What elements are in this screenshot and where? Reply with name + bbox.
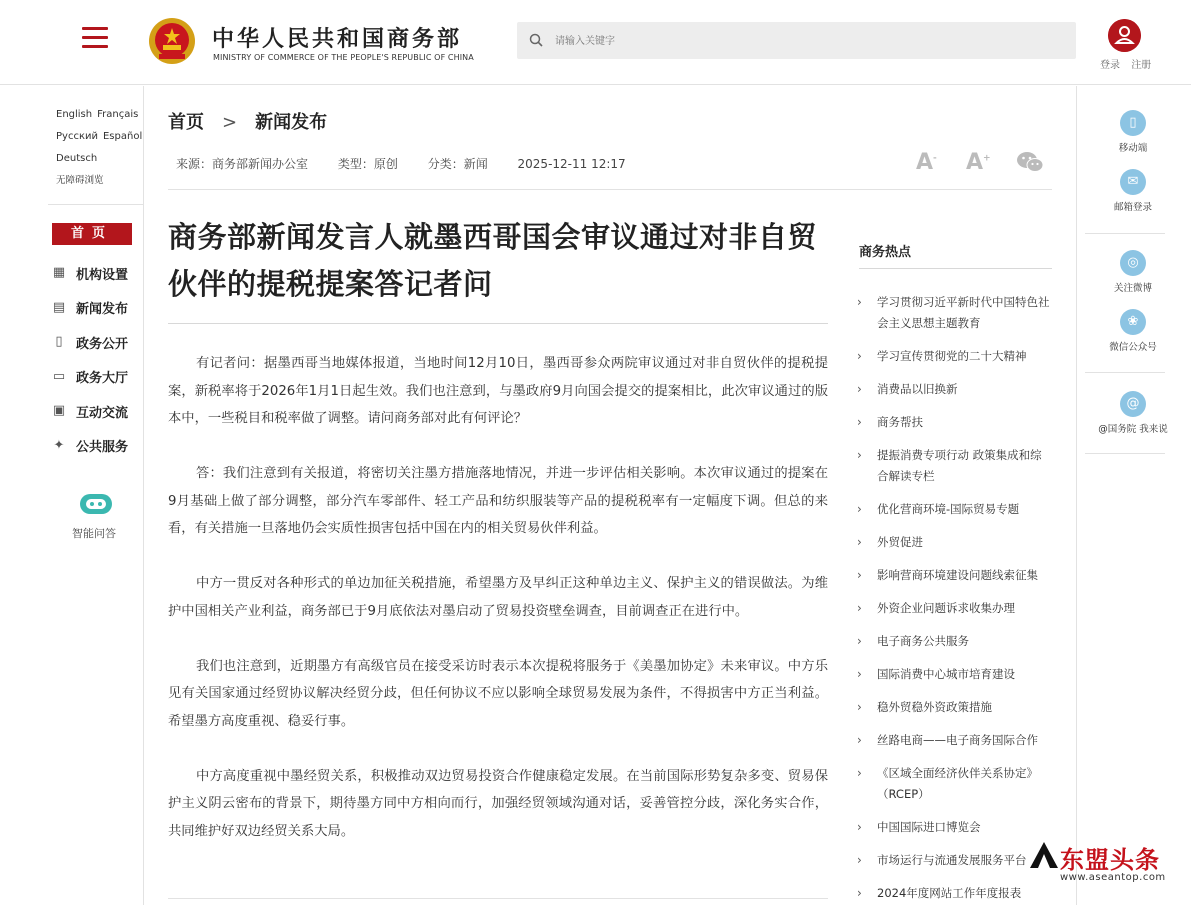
wechat-account-link[interactable]	[1083, 309, 1183, 353]
site-header	[0, 0, 1191, 85]
watermark-logo-icon	[1030, 842, 1058, 868]
hot-topic-link[interactable]	[857, 697, 1052, 718]
user-icon[interactable]	[1108, 19, 1141, 52]
sidebar-item-hall[interactable]	[52, 360, 144, 395]
hot-topic-link[interactable]	[857, 292, 1052, 334]
hot-topic-label: 电子商务公共服务	[877, 634, 969, 648]
chat-icon: ▣	[52, 403, 66, 419]
article-meta	[176, 155, 652, 172]
chevron-right-icon: ›	[857, 601, 862, 615]
hot-topic-label: 外资企业问题诉求收集办理	[877, 601, 1015, 615]
hot-topic-label: 商务帮扶	[877, 415, 923, 429]
meta-source: 来源：商务部新闻办公室	[176, 157, 309, 171]
chevron-right-icon: ›	[857, 382, 862, 396]
sidebar-item-services[interactable]	[52, 429, 144, 464]
hot-topic-label: 消费品以旧换新	[877, 382, 958, 396]
hot-topic-label: 学习贯彻习近平新时代中国特色社会主义思想主题教育	[877, 295, 1050, 330]
lang-spanish[interactable]: Español	[102, 131, 143, 142]
hot-topic-link[interactable]	[857, 445, 1052, 487]
right-tool-label: 邮箱登录	[1113, 202, 1152, 213]
sidebar-nav	[52, 256, 144, 463]
sidebar-item-label: 机构设置	[76, 267, 129, 283]
right-tool-label: @国务院 我来说	[1098, 424, 1168, 435]
hot-topic-label: 中国国际进口博览会	[877, 820, 981, 834]
article-paragraph: 有记者问：据墨西哥当地媒体报道，当地时间12月10日，墨西哥参众两院审议通过对非自贸伙伴的提税提案，新税率将于2026年1月1日起生效。我们也注意到，与墨政府9月向国会提交的提案相比，此次审议通过的版本中，一些税目和税率做了调整。请问商务部对此有何评论？	[168, 356, 828, 426]
news-icon: ▤	[52, 299, 66, 315]
right-tool-label: 移动端	[1118, 143, 1148, 154]
chevron-right-icon: ›	[857, 820, 862, 834]
chevron-right-icon: ›	[857, 886, 862, 900]
divider	[1085, 233, 1165, 234]
language-links	[56, 104, 141, 192]
assistant-label[interactable]: 智能问答	[72, 527, 116, 540]
divider	[168, 189, 1052, 190]
hot-topic-link[interactable]	[857, 379, 1052, 400]
menu-icon[interactable]	[82, 27, 108, 49]
sidebar-item-news[interactable]	[52, 291, 144, 326]
hot-topic-label: 影响营商环境建设问题线索征集	[877, 568, 1038, 582]
sidebar-item-label: 互动交流	[76, 405, 129, 421]
hot-topic-label: 市场运行与流通发展服务平台	[877, 853, 1027, 867]
hot-topic-link[interactable]	[857, 532, 1052, 553]
national-emblem-icon	[147, 16, 197, 66]
watermark-text: 东盟头条	[1060, 846, 1160, 874]
hot-topic-link[interactable]	[857, 850, 1052, 871]
mail-icon: ✉	[1120, 169, 1146, 195]
mobile-icon: ▯	[1120, 110, 1146, 136]
sidebar-item-disclosure[interactable]	[52, 325, 144, 360]
chevron-right-icon: ›	[857, 349, 862, 363]
divider	[1085, 372, 1165, 373]
register-link[interactable]: 注册	[1131, 60, 1152, 71]
robot-assistant-icon[interactable]	[78, 491, 114, 517]
breadcrumb-home[interactable]: 首页	[168, 112, 204, 133]
divider	[168, 323, 828, 324]
lang-french[interactable]: Français	[97, 109, 139, 120]
hot-topic-link[interactable]	[857, 817, 1052, 838]
weibo-link[interactable]	[1083, 250, 1183, 294]
font-decrease-icon[interactable]: A-	[916, 150, 937, 175]
hot-topic-link[interactable]	[857, 346, 1052, 367]
chevron-right-icon: ›	[857, 700, 862, 714]
mail-login-link[interactable]	[1083, 169, 1183, 213]
breadcrumb-current[interactable]: 新闻发布	[255, 112, 328, 133]
hot-topic-label: 外贸促进	[877, 535, 923, 549]
sidebar-home-button[interactable]: 首页	[52, 223, 132, 245]
divider	[1085, 453, 1165, 454]
hot-topic-link[interactable]	[857, 598, 1052, 619]
font-increase-icon[interactable]: A+	[966, 150, 991, 175]
site-title[interactable]: 中华人民共和国商务部	[212, 27, 463, 52]
chevron-right-icon: ›	[857, 448, 862, 462]
divider	[168, 898, 828, 899]
hot-topic-label: 丝路电商——电子商务国际合作	[877, 733, 1038, 747]
hot-topic-link[interactable]	[857, 631, 1052, 652]
service-icon: ✦	[53, 437, 65, 453]
hot-topic-label: 学习宣传贯彻党的二十大精神	[877, 349, 1027, 363]
chevron-right-icon: ›	[857, 853, 862, 867]
hall-icon: ▭	[52, 368, 66, 384]
sidebar-item-interaction[interactable]	[52, 394, 144, 429]
watermark-url: www.aseantop.com	[1060, 872, 1166, 883]
org-grid-icon: ▦	[52, 265, 66, 281]
chevron-right-icon: ›	[857, 295, 862, 309]
meta-category: 分类：新闻	[427, 157, 488, 171]
chevron-right-icon: ›	[857, 667, 862, 681]
sidebar-item-label: 公共服务	[76, 440, 129, 456]
weibo-icon: ◎	[1120, 250, 1146, 276]
watermark	[1030, 840, 1180, 888]
hot-topics-list	[857, 292, 1052, 916]
right-tool-label: 关注微博	[1113, 283, 1152, 294]
login-link[interactable]: 登录	[1100, 60, 1120, 71]
hot-topic-link[interactable]	[857, 499, 1052, 520]
article-paragraph: 我们也注意到，近期墨方有高级官员在接受采访时表示本次提税将服务于《美墨加协定》未来审议。中方乐见有关国家通过经贸协议解决经贸分歧，但任何协议不应以影响全球贸易发展为条件，不得损害中方正当利益。希望墨方高度重视、稳妥行事。	[168, 658, 828, 729]
sidebar-item-label: 新闻发布	[76, 302, 129, 318]
hot-topic-link[interactable]	[857, 412, 1052, 433]
article-title: 商务部新闻发言人就墨西哥国会审议通过对非自贸伙伴的提税提案答记者问	[168, 220, 818, 301]
hot-topic-link[interactable]	[857, 664, 1052, 685]
document-icon: ▯	[55, 334, 63, 350]
sidebar-item-label: 政务大厅	[76, 371, 129, 387]
chevron-right-icon: ›	[857, 535, 862, 549]
sidebar-item-organization[interactable]	[52, 256, 144, 291]
article-body	[168, 350, 828, 873]
accessibility-link[interactable]: 无障碍浏览	[56, 175, 104, 186]
chevron-right-icon: ›	[857, 733, 862, 747]
chevron-right-icon: ›	[857, 634, 862, 648]
chevron-right-icon: ›	[857, 766, 862, 780]
hot-topic-label: 优化营商环境-国际贸易专题	[877, 502, 1020, 516]
meta-type: 类型：原创	[337, 157, 398, 171]
chevron-right-icon: >	[222, 112, 238, 133]
mobile-link[interactable]	[1083, 110, 1183, 154]
hot-topic-link[interactable]	[857, 763, 1052, 805]
hot-topic-link[interactable]	[857, 730, 1052, 751]
search-icon[interactable]	[529, 33, 543, 47]
hot-topic-label: 提振消费专项行动 政策集成和综合解读专栏	[877, 448, 1042, 483]
lang-english[interactable]: English	[56, 109, 93, 120]
lang-russian[interactable]: Русский	[56, 131, 98, 142]
divider	[859, 268, 1052, 269]
search-bar	[517, 22, 1076, 59]
hot-topic-link[interactable]	[857, 565, 1052, 586]
left-sidebar	[0, 86, 144, 905]
breadcrumb	[168, 108, 327, 134]
user-links	[1100, 56, 1159, 71]
hot-topic-link[interactable]	[857, 883, 1052, 904]
lang-german[interactable]: Deutsch	[56, 153, 98, 164]
article-paragraph: 中方一贯反对各种形式的单边加征关税措施，希望墨方及早纠正这种单边主义、保护主义的错误做法。为维护中国相关产业利益，商务部已于9月底依法对墨启动了贸易投资壁垒调查，目前调查正在进行中。	[168, 576, 828, 619]
chevron-right-icon: ›	[857, 568, 862, 582]
chevron-right-icon: ›	[857, 415, 862, 429]
site-subtitle: MINISTRY OF COMMERCE OF THE PEOPLE'S REPUBLIC OF CHINA	[213, 53, 474, 62]
state-council-feedback-link[interactable]	[1083, 391, 1183, 435]
article-tools	[916, 150, 1046, 176]
meta-datetime: 2025-12-11 12:17	[517, 157, 626, 171]
article-paragraph: 答：我们注意到有关报道，将密切关注墨方措施落地情况，并进一步评估相关影响。本次审议通过的提案在9月基础上做了部分调整，部分汽车零部件、轻工产品和纺织服装等产品的提税税率有一定幅度下调。但总的来看，有关措施一旦落地仍会实质性损害包括中国在内的相关贸易伙伴利益。	[168, 466, 828, 536]
chevron-right-icon: ›	[857, 502, 862, 516]
right-tool-label: 微信公众号	[1109, 342, 1157, 353]
wechat-icon: ❀	[1120, 309, 1146, 335]
at-icon: @	[1120, 391, 1146, 417]
divider	[48, 204, 144, 205]
sidebar-item-label: 政务公开	[76, 336, 129, 352]
search-input[interactable]	[555, 30, 1055, 52]
article-paragraph: 中方高度重视中墨经贸关系，积极推动双边贸易投资合作健康稳定发展。在当前国际形势复杂多变、贸易保护主义阴云密布的背景下，期待墨方同中方相向而行，加强经贸领域沟通对话，妥善管控分歧，深化务实合作，共同维护好双边经贸关系大局。	[168, 768, 828, 839]
hot-topics-title: 商务热点	[859, 245, 912, 260]
hot-topic-label: 国际消费中心城市培育建设	[877, 667, 1015, 681]
wechat-share-icon[interactable]	[1016, 150, 1044, 174]
hot-topic-label: 《区域全面经济伙伴关系协定》（RCEP）	[877, 766, 1038, 801]
hot-topic-label: 2024年度网站工作年度报表	[877, 886, 1022, 900]
hot-topic-label: 稳外贸稳外资政策措施	[877, 700, 992, 714]
right-toolbar	[1076, 86, 1191, 905]
